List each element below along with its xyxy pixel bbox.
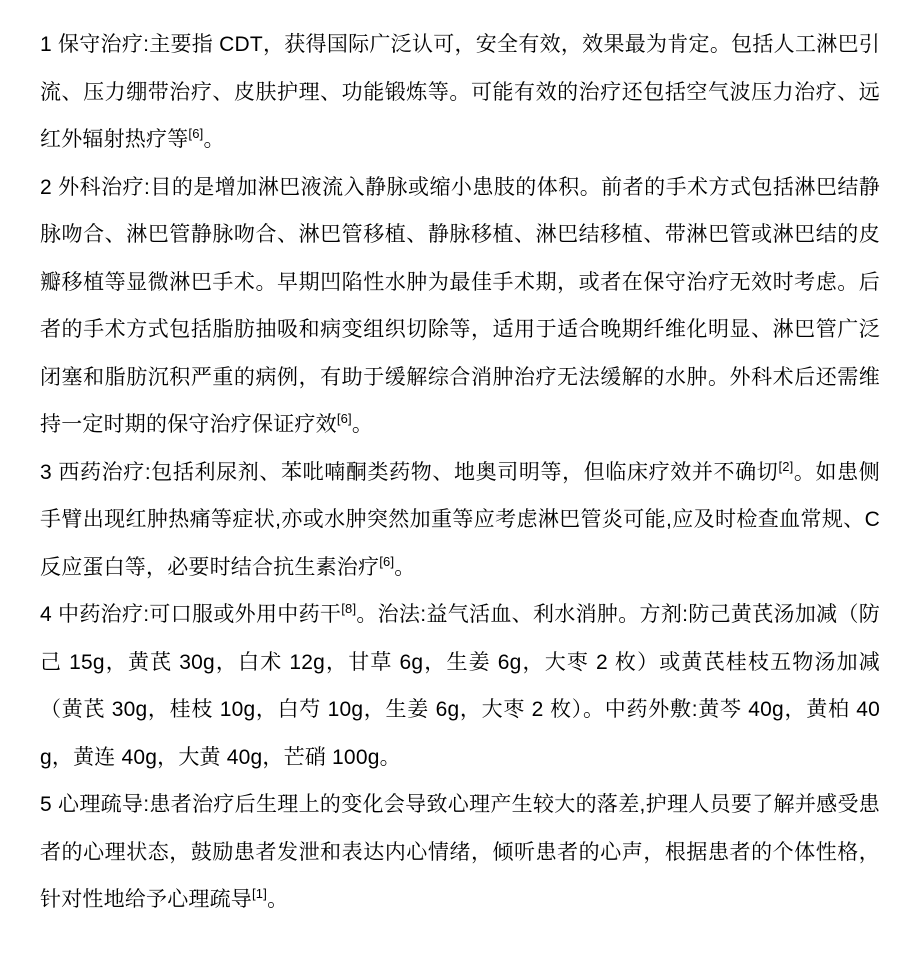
text-run: 。治法:益气活血、利水消肿。方剂:防己黄芪汤加减（防己 15g，黄芪 30g，白术 12g，甘草 6g，生姜 6g，大枣 2 枚）或黄芪桂枝五物汤加减（黄芪 30g，桂枝 10g，白芍 10g，生姜 6g，大枣 2 枚）。中药外敷:黄芩 40g，黄柏 40g，黄连 40g，大黄 40g，芒硝 100g。	[40, 603, 880, 769]
text-run: 1 保守治疗:主要指 CDT，获得国际广泛认可，安全有效，效果最为肯定。包括人工淋巴引流、压力绷带治疗、皮肤护理、功能锻炼等。可能有效的治疗还包括空气波压力治疗、远红外辐射热疗等	[40, 33, 880, 151]
reference-superscript: [6]	[379, 553, 395, 569]
paragraph-western-medicine-treatment	[40, 449, 880, 592]
reference-superscript: [6]	[188, 126, 204, 141]
text-run: 4 中药治疗:可口服或外用中药干	[40, 603, 342, 626]
text-run: 。	[394, 555, 416, 579]
reference-superscript: [2]	[778, 458, 794, 474]
paragraph-surgical-treatment	[40, 164, 880, 449]
reference-superscript: [6]	[336, 411, 352, 426]
text-run: 3 西药治疗:包括利尿剂、苯吡喃酮类药物、地奥司明等，但临床疗效并不确切	[40, 460, 779, 484]
paragraph-psychological-counseling	[40, 781, 880, 924]
paragraph-chinese-medicine-treatment	[40, 591, 880, 781]
text-run: 。	[203, 128, 225, 151]
text-run: 。	[267, 888, 289, 911]
paragraph-conservative-treatment	[40, 21, 880, 164]
text-run: 。如患侧手臂出现红肿热痛等症状,亦或水肿突然加重等应考虑淋巴管炎可能,应及时检查血常规、C 反应蛋白等，必要时结合抗生素治疗	[40, 460, 880, 579]
text-run: 2 外科治疗:目的是增加淋巴液流入静脉或缩小患肢的体积。前者的手术方式包括淋巴结静脉吻合、淋巴管静脉吻合、淋巴管移植、静脉移植、淋巴结移植、带淋巴管或淋巴结的皮瓣移植等显微淋巴手术。早期凹陷性水肿为最佳手术期，或者在保守治疗无效时考虑。后者的手术方式包括脂肪抽吸和病变组织切除等，适用于适合晚期纤维化明显、淋巴管广泛闭塞和脂肪沉积严重的病例，有助于缓解综合消肿治疗无法缓解的水肿。外科术后还需维持一定时期的保守治疗保证疗效	[40, 175, 880, 436]
reference-superscript: [8]	[341, 601, 357, 616]
text-run: 5 心理疏导:患者治疗后生理上的变化会导致心理产生较大的落差,护理人员要了解并感受患者的心理状态，鼓励患者发泄和表达内心情绪，倾听患者的心声，根据患者的个体性格，针对性地给予心理疏导	[40, 793, 880, 911]
reference-superscript: [1]	[252, 886, 268, 901]
text-run: 。	[351, 413, 374, 436]
